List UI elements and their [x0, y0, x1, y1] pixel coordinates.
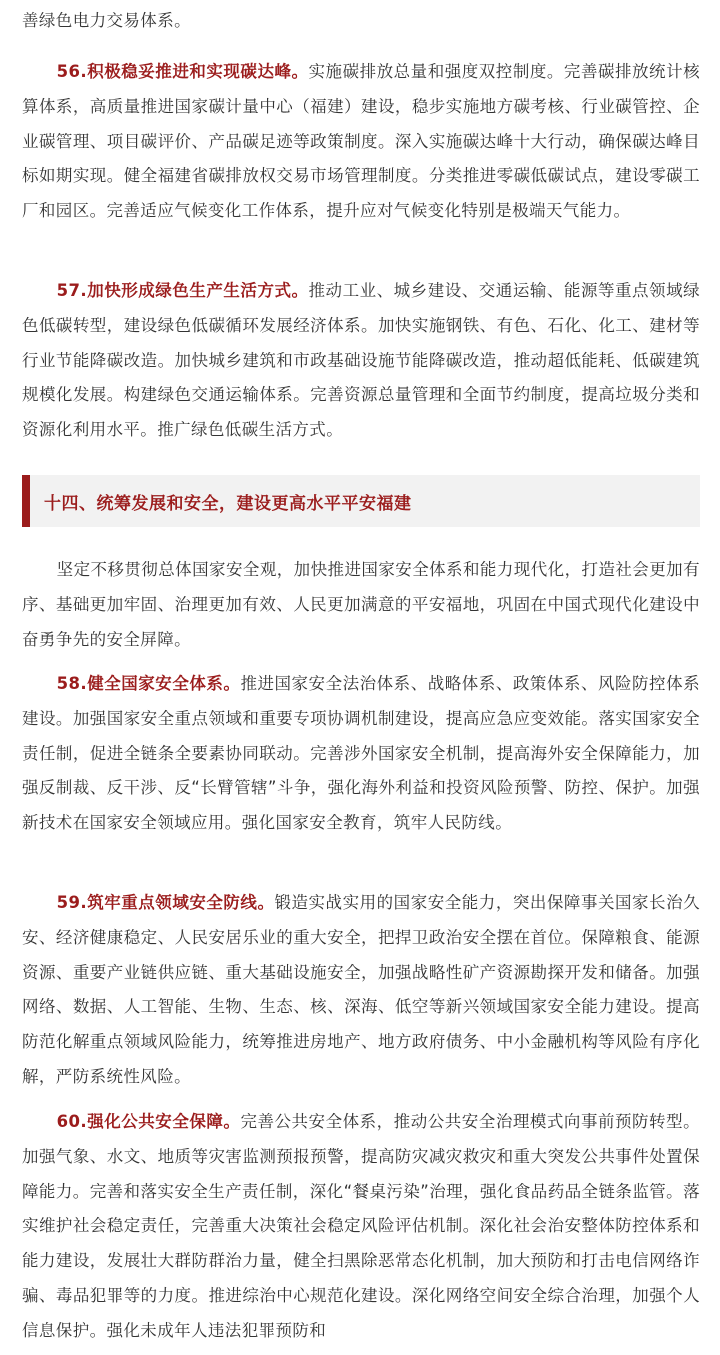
item-56-heading: 56.积极稳妥推进和实现碳达峰。	[56, 62, 309, 81]
item-60-body: 完善公共安全体系，推动公共安全治理模式向事前预防转型。加强气象、水文、地质等灾害监测预报预警，提高防灾减灾救灾和重大突发公共事件处置保障能力。完善和落实安全生产责任制，深化“餐桌污染”治理，强化食品药品全链条监管。落实维护社会稳定责任，完善重大决策社会稳定风险评估机制。深化社会治安整体防控体系和能力建设，发展壮大群防群治力量，健全扫黑除恶常态化机制，加大预防和打击电信网络诈骗、毒品犯罪等的力度。推进综治中心规范化建设。深化网络空间安全综合治理，加强个人信息保护。强化未成年人违法犯罪预防和	[22, 1112, 700, 1340]
section-14-intro-text: 坚定不移贯彻总体国家安全观，加快推进国家安全体系和能力现代化，打造社会更加有序、基础更加牢固、治理更加有效、人民更加满意的平安福地，巩固在中国式现代化建设中奋勇争先的安全屏障。	[22, 560, 700, 649]
item-56-body: 实施碳排放总量和强度双控制度。完善碳排放统计核算体系，高质量推进国家碳计量中心（福建）建设，稳步实施地方碳考核、行业碳管控、企业碳管理、项目碳评价、产品碳足迹等政策制度。深入实施碳达峰十大行动，确保碳达峰目标如期实现。健全福建省碳排放权交易市场管理制度。分类推进零碳低碳试点，建设零碳工厂和园区。完善适应气候变化工作体系，提升应对气候变化特别是极端天气能力。	[22, 62, 700, 221]
item-58-heading: 58.健全国家安全体系。	[56, 674, 241, 693]
item-58-body: 推进国家安全法治体系、战略体系、政策体系、风险防控体系建设。加强国家安全重点领域和重要专项协调机制建设，提高应急应变效能。落实国家安全责任制，促进全链条全要素协同联动。完善涉外国家安全机制，提高海外安全保障能力，加强反制裁、反干涉、反“长臂管辖”斗争，强化海外利益和投资风险预警、防控、保护。加强新技术在国家安全领域应用。强化国家安全教育，筑牢人民防线。	[22, 674, 700, 833]
item-57-body: 推动工业、城乡建设、交通运输、能源等重点领域绿色低碳转型，建设绿色低碳循环发展经济体系。加快实施钢铁、有色、石化、化工、建材等行业节能降碳改造。加快城乡建筑和市政基础设施节能降碳改造，推动超低能耗、低碳建筑规模化发展。构建绿色交通运输体系。完善资源总量管理和全面节约制度，提高垃圾分类和资源化利用水平。推广绿色低碳生活方式。	[22, 281, 700, 440]
section-14-title: 十四、统筹发展和安全，建设更高水平平安福建	[44, 493, 412, 514]
item-60-paragraph	[22, 1105, 700, 1349]
item-56-paragraph	[22, 55, 700, 229]
item-60-heading: 60.强化公共安全保障。	[56, 1112, 241, 1131]
section-14-header	[22, 475, 700, 527]
top-fragment-text: 善绿色电力交易体系。	[22, 11, 191, 30]
section-14-intro	[22, 553, 700, 657]
item-57-heading: 57.加快形成绿色生产生活方式。	[56, 281, 309, 300]
item-57-paragraph	[22, 274, 700, 448]
top-fragment-paragraph	[22, 4, 700, 39]
item-58-paragraph	[22, 667, 700, 841]
item-59-body: 锻造实战实用的国家安全能力，突出保障事关国家长治久安、经济健康稳定、人民安居乐业的重大安全，把捍卫政治安全摆在首位。保障粮食、能源资源、重要产业链供应链、重大基础设施安全，加强战略性矿产资源勘探开发和储备。加强网络、数据、人工智能、生物、生态、核、深海、低空等新兴领域国家安全能力建设。提高防范化解重点领域风险能力，统筹推进房地产、地方政府债务、中小金融机构等风险有序化解，严防系统性风险。	[22, 893, 700, 1086]
item-59-paragraph	[22, 886, 700, 1095]
item-59-heading: 59.筑牢重点领域安全防线。	[56, 893, 275, 912]
